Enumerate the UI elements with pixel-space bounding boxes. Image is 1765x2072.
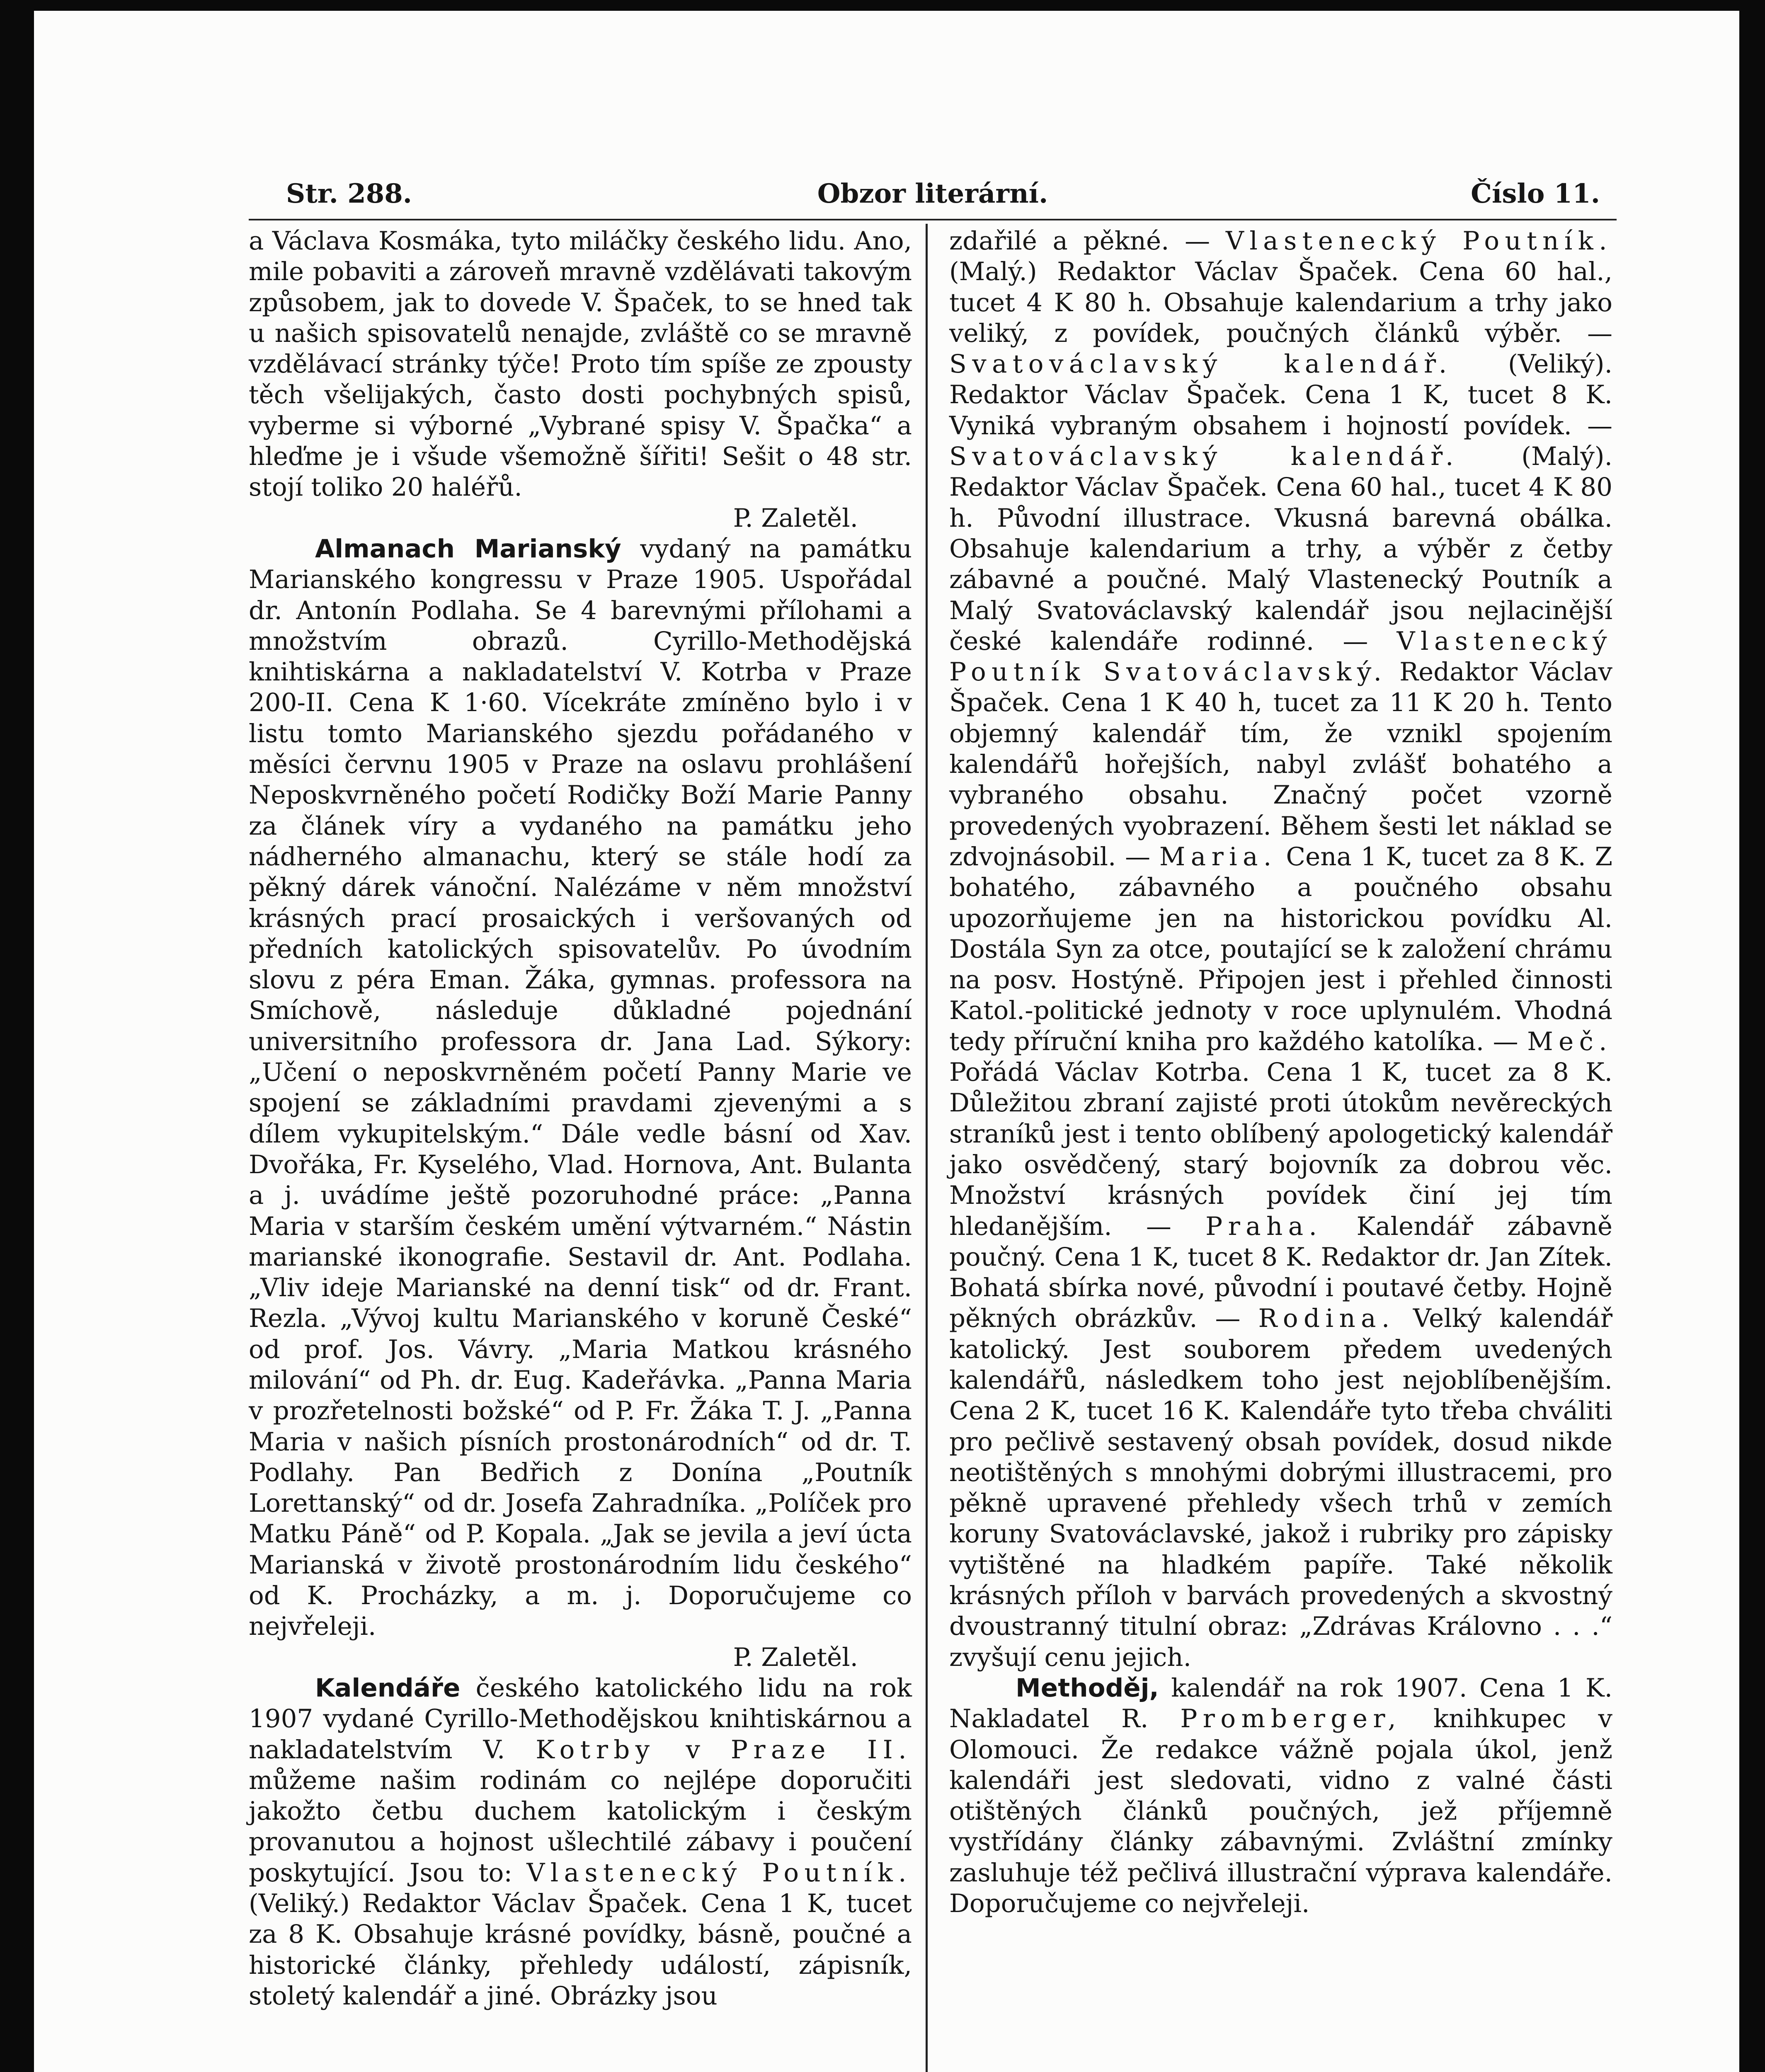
review-methodej [949, 1673, 1612, 1919]
spaced-name: Vlastenecký Poutník. [1225, 226, 1612, 256]
scan-border-right [1739, 0, 1765, 2072]
review-text: (Malý.) Redaktor Václav Špaček. Cena 60 hal., tucet 4 K 80 h. Obsahuje kalendarium a trhy jako veliký, z povídek, poučných článků výběr. — [949, 257, 1612, 348]
review-kalendare-continued [949, 226, 1612, 1673]
scan-border-top [0, 0, 1765, 11]
column-divider [926, 224, 928, 2072]
review-text: vydaný na památku Marianského kongressu v Praze 1905. Uspořádal dr. Antonín Podlaha. Se 4 barevnými přílohami a množstvím obrazů. Cyrillo-Methodějská knihtiskárna a nakladatelství V. Kotrba v Praze 200-II. Cena K 1·60. Vícekráte zmíněno bylo i v listu tomto Marianského sjezdu pořádaného v měsíci červnu 1905 v Praze na oslavu prohlášení Neposkvrněného početí Rodičky Boží Marie Panny za článek víry a vydaného na památku jeho nádherného almanachu, který se stále hodí za pěkný dárek vánoční. Nalézáme v něm množství krásných prací prosaických i veršovaných od předních katolických spisovatelův. Po úvodním slovu z péra Eman. Žáka, gymnas. professora na Smíchově, následuje důkladné pojednání universitního professora dr. Jana Lad. Sýkory: „Učení o neposkvrněném početí Panny Marie ve spojení se základními pravdami zjevenými a s dílem vykupitelským.“ Dále vedle básní od Xav. Dvořáka, Fr. Kyselého, Vlad. Hornova, Ant. Bulanta a j. uvádíme ještě pozoruhodné práce: „Panna Maria v starším českém umění výtvarném.“ Nástin marianské ikonografie. Sestavil dr. Ant. Podlaha. „Vliv ideje Marianské na denní tisk“ od dr. Frant. Rezla. „Vývoj kultu Marianského v koruně České“ od prof. Jos. Vávry. „Maria Matkou krásného milování“ od Ph. dr. Eug. Kadeřávka. „Panna Maria v prozřetelnosti božské“ od P. Fr. Žáka T. J. „Panna Maria v našich písních prostonárodních“ od dr. T. Podlahy. Pan Bedřich z Donína „Poutník Lorettanský“ od dr. Josefa Zahradníka. „Políček pro Matku Páně“ od P. Kopala. „Jak se jevila a jeví úcta Marianská v životě prostonárodním lidu českého“ od K. Procházky, a m. j. Doporučujeme co nejvřeleji. [249, 534, 912, 1641]
review-text: (Malý). Redaktor Václav Špaček. Cena 60 hal., tucet 4 K 80 h. Původní illustrace. Vkusná barevná obálka. Obsahuje kalendarium a trhy, a výběr z četby zábavné a poučné. Malý Vlastenecký Poutník a Malý Svatováclavský kalendář jsou nejlacinější české kalendáře rodinné. — [949, 442, 1612, 656]
right-column [949, 226, 1612, 1919]
spaced-name: Vlastenecký Poutník. [526, 1858, 912, 1888]
review-almanach [249, 534, 912, 1673]
spaced-name: Kotrby [536, 1735, 655, 1765]
review-kalendare [249, 1673, 912, 2011]
review-signature: P. Zaletěl. [733, 1642, 858, 1672]
spaced-name: Praze II. [730, 1735, 912, 1765]
spaced-name: Rodina. [1258, 1304, 1395, 1334]
spaced-name: Praha. [1205, 1211, 1323, 1241]
review-text: a Václava Kosmáka, tyto miláčky českého lidu. Ano, mile pobaviti a zároveň mravně vzdělávati takovým způsobem, jak to dovede V. Špaček, to se hned tak u našich spisovatelů nenajde, zvláště co se mravně vzdělávací stránky týče! Proto tím spíše ze zpousty těch všelijakých, často dosti pochybných spisů, vyberme si výborné „Vybrané spisy V. Špačka“ a hleďme je i všude všemožně šířiti! Sešit o 48 str. stojí toliko 20 haléřů. [249, 226, 912, 502]
left-column [249, 226, 912, 2011]
review-text: můžeme našim rodinám co nejlépe doporučiti jakožto četbu duchem katolickým i českým provanutou a hojnost ušlechtilé zábavy i poučení poskytující. Jsou to: [249, 1765, 912, 1888]
review-text: (Veliký). Redaktor Václav Špaček. Cena 1 K, tucet 8 K. Vyniká vybraným obsahem i hojností povídek. — [949, 349, 1612, 441]
review-text: Pořádá Václav Kotrba. Cena 1 K, tucet za 8 K. Důležitou zbraní zajisté proti útokům nevěreckých straníků jest i tento oblíbený apologetický kalendář jako osvědčený, starý bojovník za dobrou věc. Množství krásných povídek činí jej tím hledanějším. — [949, 1058, 1612, 1241]
review-text: českého katolického lidu na rok 1907 vydané Cyrillo-Methodějskou knihtiskárnou a nakladatelstvím V. [249, 1673, 912, 1765]
review-text: zdařilé a pěkné. — [949, 226, 1226, 256]
spaced-name: Svatováclavský kalendář. [949, 349, 1452, 379]
review-title: Almanach Marianský [315, 534, 621, 564]
review-title: Methoděj, [1016, 1673, 1159, 1703]
review-text: Cena 1 K, tucet za 8 K. Z bohatého, zábavného a poučného obsahu upozorňujeme jen na historickou povídku Al. Dostála Syn za otce, poutající se k založení chrámu na posv. Hostýně. Připojen jest i přehled činnosti Katol.-politické jednoty v roce uplynulém. Vhodná tedy příruční kniha pro každého katolíka. — [949, 842, 1612, 1056]
scan-border-left [0, 0, 34, 2072]
running-head [249, 178, 1617, 211]
spaced-name: Promberger, [1180, 1704, 1402, 1734]
review-text: Velký kalendář katolický. Jest souborem předem uvedených kalendářů, následkem toho jest nejoblíbenějším. Cena 2 K, tucet 16 K. Kalendáře tyto třeba chváliti pro pečlivě sestavený obsah povídek, dosud nikde neotištěných s mnohými dobrými illustracemi, pro pěkně upravené přehledy všech trhů v zemích koruny Svatováclavské, jakož i rubriky pro zápisky vytištěné na hladkém papíře. Také několik krásných příloh v barvách provedených a skvostný dvoustranný titulní obraz: „Zdrávas Královno . . .“ zvyšují cenu jejich. [949, 1304, 1612, 1672]
spaced-name: Meč. [1527, 1026, 1612, 1056]
spaced-name: Maria. [1159, 842, 1277, 871]
issue-number: Číslo 11. [1471, 178, 1600, 209]
review-text: knihkupec v Olomouci. Že redakce vážně pojala úkol, jenž kalendáři jest sledovati, vidno z valné části otištěných článků poučných, jež příjemně vystřídány články zábavnými. Zvláštní zmínky zasluhuje též pečlivá illustrační výprava kalendáře. Doporučujeme co nejvřeleji. [949, 1704, 1612, 1919]
review-text: kalendář na rok 1907. Cena 1 K. Nakladatel R. [949, 1673, 1612, 1734]
review-text: (Veliký.) Redaktor Václav Špaček. Cena 1 K, tucet za 8 K. Obsahuje krásné povídky, básně, poučné a historické články, přehledy událostí, zápisník, stoletý kalendář a jiné. Obrázky jsou [249, 1889, 912, 2011]
review-text: v [655, 1735, 731, 1765]
journal-title: Obzor literární. [817, 178, 1048, 209]
spaced-name: Vlastenecký Poutník Svatováclavský. [949, 626, 1612, 687]
review-text: Kalendář zábavně poučný. Cena 1 K, tucet 8 K. Redaktor dr. Jan Zítek. Bohatá sbírka nové, původní i poutavé četby. Hojně pěkných obrázkův. — [949, 1211, 1612, 1334]
review-spacek-continued [249, 226, 912, 534]
review-text: Redaktor Václav Špaček. Cena 1 K 40 h, tucet za 11 K 20 h. Tento objemný kalendář tím, že vznikl spojením kalendářů hořejších, nabyl zvlášť bohatého a vybraného obsahu. Značný počet vzorně provedených vyobrazení. Během šesti let náklad se zdvojnásobil. — [949, 657, 1612, 871]
page-number: Str. 288. [286, 178, 412, 209]
review-signature: P. Zaletěl. [733, 503, 858, 533]
review-title: Kalendáře [315, 1673, 461, 1703]
spaced-name: Svatováclavský kalendář. [949, 442, 1459, 472]
header-rule [249, 219, 1617, 220]
